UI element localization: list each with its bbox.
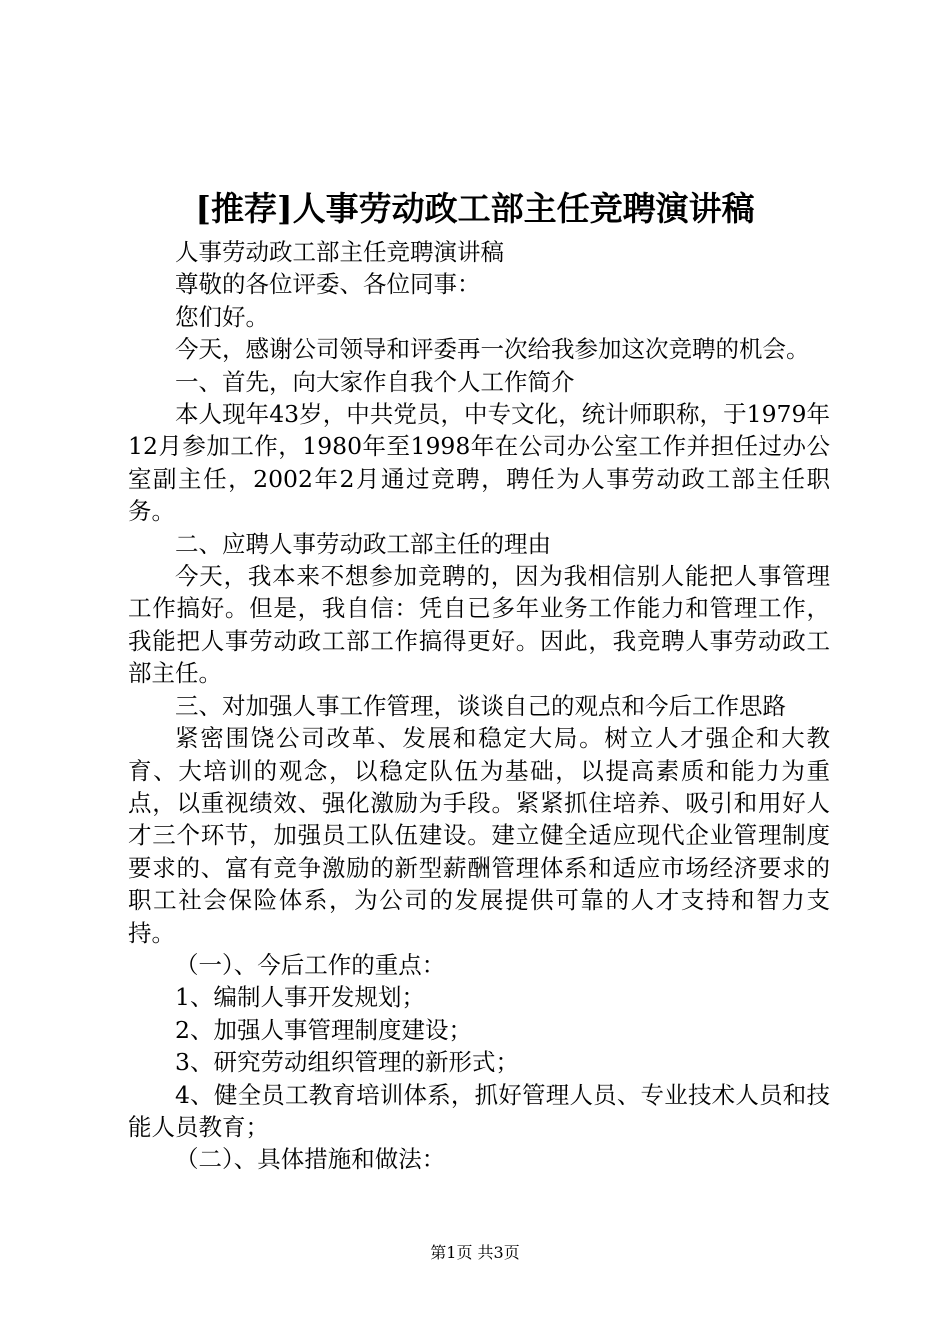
document-title: [推荐]人事劳动政工部主任竞聘演讲稿 <box>195 189 755 228</box>
paragraph-salutation: 尊敬的各位评委、各位同事： <box>175 270 481 299</box>
paragraph-thanks: 今天，感谢公司领导和评委再一次给我参加这次竞聘的机会。 <box>175 335 810 364</box>
document-body <box>128 236 830 1176</box>
paragraph-heading: 人事劳动政工部主任竞聘演讲稿 <box>175 238 504 266</box>
paragraph-reasons: 今天，我本来不想参加竞聘的，因为我相信别人能把人事管理工作搞好。但是，我自信：凭自已多年业务工作能力和管理工作，我能把人事劳动政工部工作搞得更好。因此，我竞聘人事劳动政工部主任。 <box>128 562 830 688</box>
list-item: 3、研究劳动组织管理的新形式； <box>175 1048 519 1077</box>
section-heading-1: 一、首先，向大家作自我个人工作简介 <box>175 367 575 396</box>
list-item: 2、加强人事管理制度建设； <box>175 1015 472 1044</box>
section-heading-3: 三、对加强人事工作管理，谈谈自己的观点和今后工作思路 <box>175 691 786 720</box>
list-item: 4、健全员工教育培训体系，抓好管理人员、专业技术人员和技能人员教育； <box>128 1080 830 1141</box>
list-item: 1、编制人事开发规划； <box>175 983 425 1012</box>
paragraph-self-intro: 本人现年43岁，中共党员，中专文化，统计师职称，于1979年12月参加工作，1980年至1998年在公司办公室工作并担任过办公室副主任，2002年2月通过竞聘，聘任为人事劳动政工部主任职务。 <box>128 400 830 526</box>
page-footer: 第1页 共3页 <box>430 1243 520 1262</box>
section-heading-2: 二、应聘人事劳动政工部主任的理由 <box>175 529 551 558</box>
subsection-heading-1: （一）、今后工作的重点： <box>175 950 446 979</box>
paragraph-approach: 紧密围饶公司改革、发展和稳定大局。树立人才强企和大教育、大培训的观念，以稳定队伍为基础，以提高素质和能力为重点，以重视绩效、强化激励为手段。紧紧抓住培养、吸引和用好人才三个环节，加强员工队伍建设。建立健全适应现代企业管理制度要求的、富有竞争激励的新型薪酬管理体系和适应市场经济要求的职工社会保险体系，为公司的发展提供可靠的人才支持和智力支持。 <box>128 724 830 947</box>
paragraph-greeting: 您们好。 <box>175 302 269 331</box>
subsection-heading-2: （二）、具体措施和做法： <box>175 1145 446 1174</box>
